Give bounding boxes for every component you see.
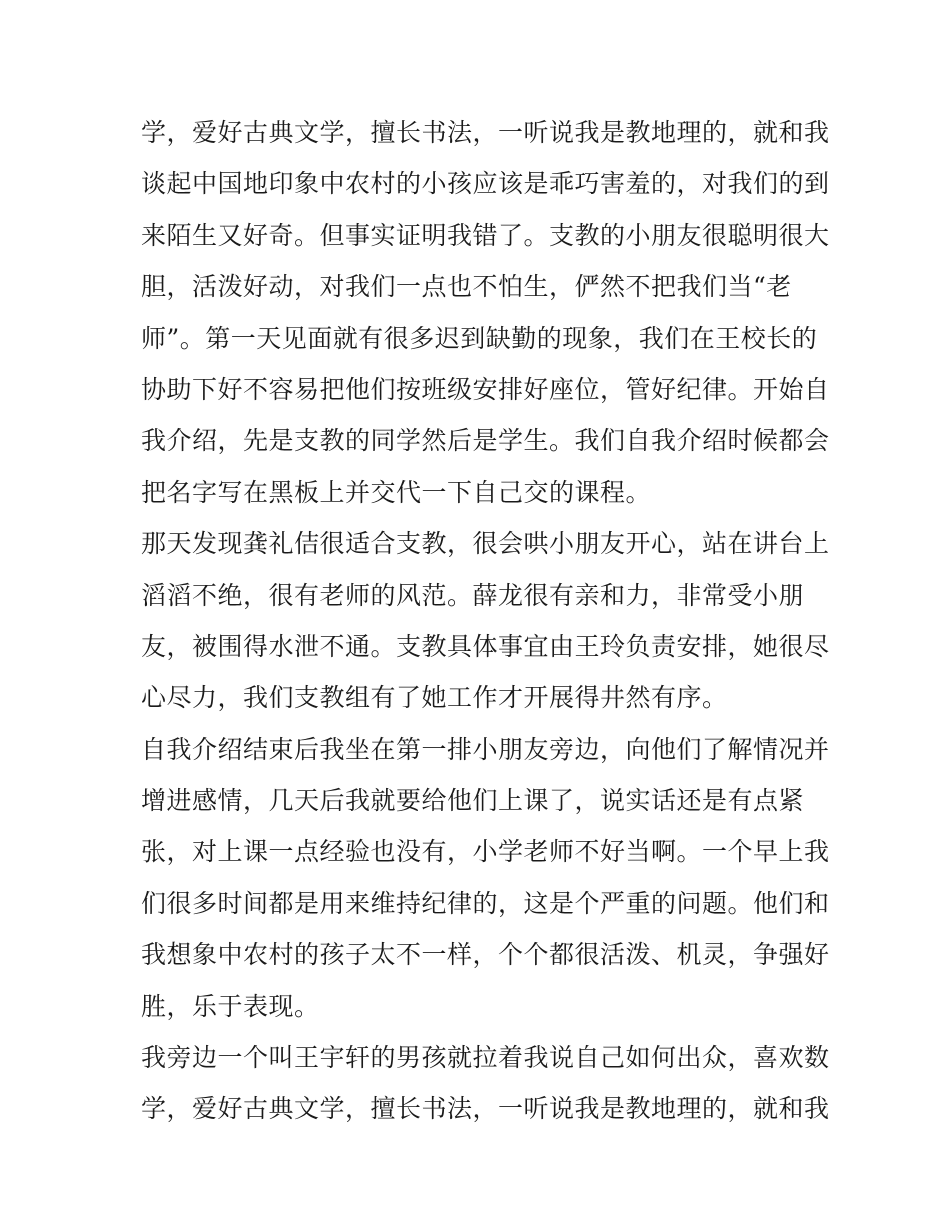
text-line: 谈起中国地印象中农村的小孩应该是乖巧害羞的，对我们的到 (141, 169, 830, 199)
text-line: 学，爱好古典文学，擅长书法，一听说我是教地理的，就和我 (141, 1094, 830, 1124)
paragraph-4 (141, 1032, 830, 1135)
paragraph-2 (141, 518, 830, 724)
text-line: 那天发现龚礼佶很适合支教，很会哄小朋友开心，站在讲台上 (141, 529, 830, 559)
text-line: 我旁边一个叫王宇轩的男孩就拉着我说自己如何出众，喜欢数 (141, 1043, 830, 1073)
text-line: 协助下好不容易把他们按班级安排好座位，管好纪律。开始自 (141, 374, 830, 404)
text-line: 学，爱好古典文学，擅长书法，一听说我是教地理的，就和我 (141, 118, 830, 147)
paragraph-1 (141, 107, 830, 518)
text-line: 友，被围得水泄不通。支教具体事宜由王玲负责安排，她很尽 (141, 631, 830, 661)
text-line: 来陌生又好奇。但事实证明我错了。支教的小朋友很聪明很大 (141, 220, 830, 250)
text-line: 心尽力，我们支教组有了她工作才开展得井然有序。 (141, 683, 728, 713)
text-line: 增进感情，几天后我就要给他们上课了，说实话还是有点紧 (141, 786, 805, 816)
text-line: 张，对上课一点经验也没有，小学老师不好当啊。一个早上我 (141, 837, 830, 867)
text-line: 把名字写在黑板上并交代一下自己交的课程。 (141, 477, 652, 507)
text-line: 师”。第一天见面就有很多迟到缺勤的现象，我们在王校长的 (141, 323, 818, 353)
text-line: 我介绍，先是支教的同学然后是学生。我们自我介绍时候都会 (141, 426, 830, 456)
text-line: 滔滔不绝，很有老师的风范。薛龙很有亲和力，非常受小朋 (141, 580, 805, 610)
document-body (141, 107, 830, 1135)
text-line: 胜，乐于表现。 (141, 991, 320, 1021)
text-line: 们很多时间都是用来维持纪律的，这是个严重的问题。他们和 (141, 888, 830, 918)
paragraph-3 (141, 724, 830, 1032)
text-line: 自我介绍结束后我坐在第一排小朋友旁边，向他们了解情况并 (141, 734, 830, 764)
text-line: 我想象中农村的孩子太不一样，个个都很活泼、机灵，争强好 (141, 940, 830, 970)
text-line: 胆，活泼好动，对我们一点也不怕生，俨然不把我们当“老 (141, 272, 792, 302)
